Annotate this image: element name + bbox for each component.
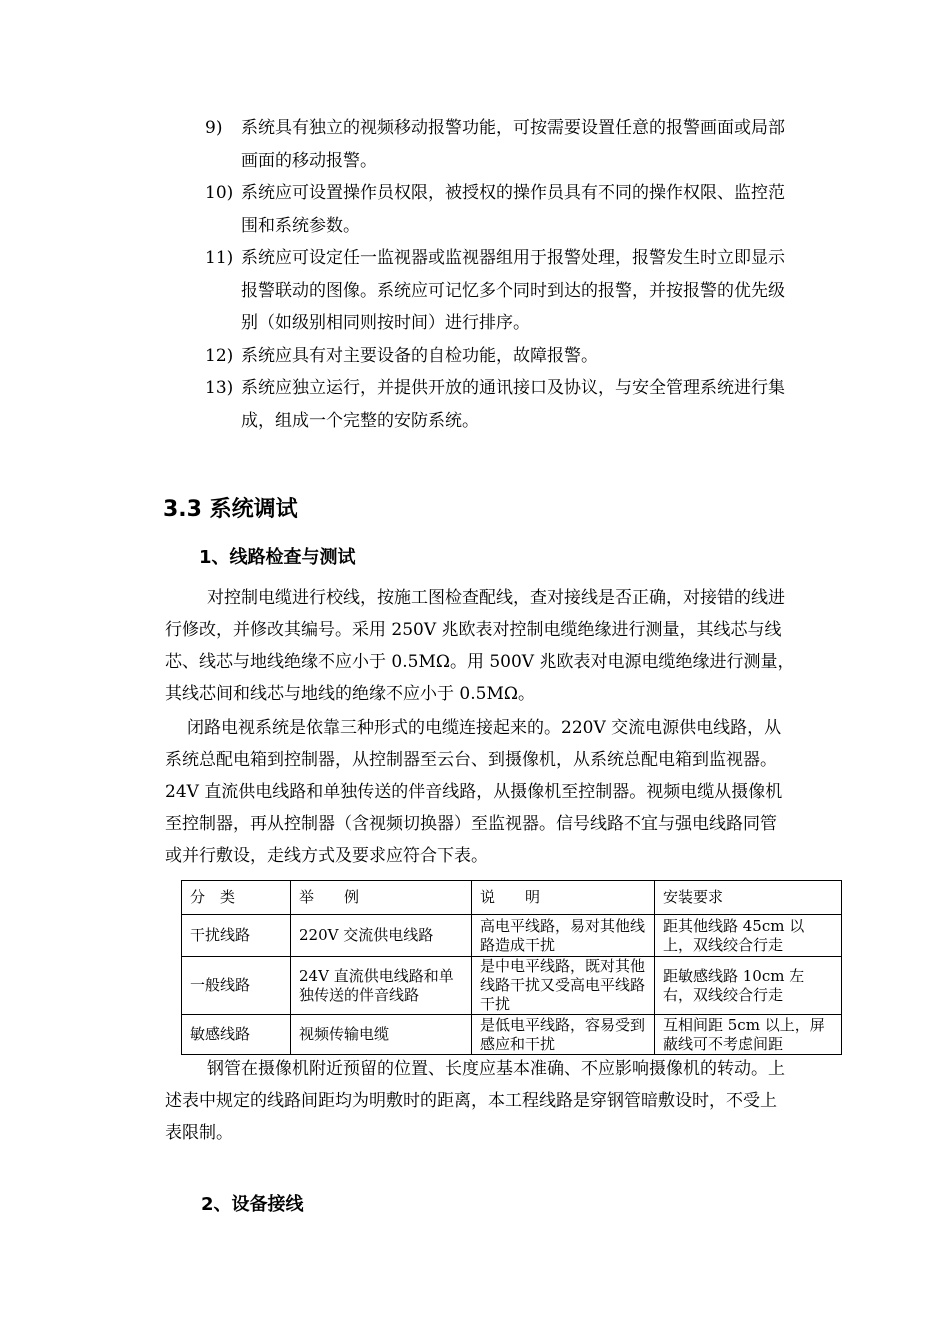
list-item-number: 10) — [205, 183, 234, 203]
table-row — [182, 1015, 842, 1055]
table-header-row — [182, 881, 842, 915]
table-header-cell: 分 类 — [182, 881, 291, 915]
table-cell: 一般线路 — [182, 957, 291, 1015]
paragraph-line: 或并行敷设，走线方式及要求应符合下表。 — [165, 846, 488, 866]
paragraph-line: 系统总配电箱到控制器，从控制器至云台、到摄像机，从系统总配电箱到监视器。 — [165, 750, 777, 770]
paragraph-line: 闭路电视系统是依靠三种形式的电缆连接起来的。220V 交流电源供电线路，从 — [187, 718, 782, 738]
section-title: 3.3 系统调试 — [163, 497, 298, 522]
table-cell: 24V 直流供电线路和单独传送的伴音线路 — [291, 957, 472, 1015]
paragraph-line: 对控制电缆进行校线，按施工图检查配线，查对接线是否正确，对接错的线进 — [207, 588, 785, 608]
paragraph-line: 芯、线芯与地线绝缘不应小于 0.5MΩ。用 500V 兆欧表对电源电缆绝缘进行测量， — [165, 652, 795, 672]
table-cell: 干扰线路 — [182, 915, 291, 957]
list-item-text: 系统应可设置操作员权限，被授权的操作员具有不同的操作权限、监控范 — [241, 183, 785, 203]
list-item — [205, 372, 865, 437]
paragraph-conduit — [165, 1053, 880, 1149]
wiring-requirements-table — [181, 880, 842, 1055]
list-item-text: 别（如级别相同则按时间）进行排序。 — [241, 313, 530, 333]
list-item-number: 11) — [205, 248, 234, 268]
table-cell: 距其他线路 45cm 以上，双线绞合行走 — [655, 915, 842, 957]
table-header-cell: 安装要求 — [655, 881, 842, 915]
paragraph-line: 行修改，并修改其编号。采用 250V 兆欧表对控制电缆绝缘进行测量，其线芯与线 — [165, 620, 782, 640]
list-item — [205, 177, 865, 242]
table-cell: 是低电平线路，容易受到感应和干扰 — [472, 1015, 655, 1055]
list-item — [205, 340, 865, 373]
table-cell: 是中电平线路，既对其他线路干扰又受高电平线路干扰 — [472, 957, 655, 1015]
paragraph-line: 24V 直流供电线路和单独传送的伴音线路，从摄像机至控制器。视频电缆从摄像机 — [165, 782, 783, 802]
list-item-text: 围和系统参数。 — [241, 215, 360, 236]
paragraph-line: 至控制器，再从控制器（含视频切换器）至监视器。信号线路不宜与强电线路同管 — [165, 814, 777, 834]
paragraph-line: 述表中规定的线路间距均为明敷时的距离，本工程线路是穿钢管暗敷设时，不受上 — [165, 1091, 777, 1111]
list-item-text: 系统应可设定任一监视器或监视器组用于报警处理，报警发生时立即显示 — [241, 248, 785, 268]
list-item — [205, 242, 865, 340]
subsection-title-line-check: 1、线路检查与测试 — [199, 547, 356, 568]
table-cell: 互相间距 5cm 以上，屏蔽线可不考虑间距 — [655, 1015, 842, 1055]
list-item-text: 系统应具有对主要设备的自检功能，故障报警。 — [241, 345, 598, 366]
table-cell: 视频传输电缆 — [291, 1015, 472, 1055]
requirements-list — [205, 112, 865, 437]
list-item — [205, 112, 865, 177]
table-cell: 高电平线路，易对其他线路造成干扰 — [472, 915, 655, 957]
subsection-title-device-wiring: 2、设备接线 — [201, 1194, 304, 1215]
paragraph-line: 其线芯间和线芯与地线的绝缘不应小于 0.5MΩ。 — [165, 684, 535, 704]
list-item-text: 系统应独立运行，并提供开放的通讯接口及协议，与安全管理系统进行集 — [241, 378, 785, 398]
paragraph-cctv-wiring — [165, 712, 880, 872]
list-item-text: 系统具有独立的视频移动报警功能，可按需要设置任意的报警画面或局部 — [241, 118, 785, 138]
table-row — [182, 957, 842, 1015]
list-item-number: 9) — [205, 118, 223, 138]
list-item-text: 画面的移动报警。 — [241, 150, 377, 171]
table-header-cell: 举 例 — [291, 881, 472, 915]
table-cell: 距敏感线路 10cm 左右，双线绞合行走 — [655, 957, 842, 1015]
list-item-text: 报警联动的图像。系统应可记忆多个同时到达的报警，并按报警的优先级 — [241, 280, 785, 301]
paragraph-line: 钢管在摄像机附近预留的位置、长度应基本准确、不应影响摄像机的转动。上 — [207, 1059, 785, 1079]
table-cell: 敏感线路 — [182, 1015, 291, 1055]
table-cell: 220V 交流供电线路 — [291, 915, 472, 957]
list-item-number: 13) — [205, 378, 234, 398]
paragraph-line-check — [165, 582, 880, 710]
list-item-text: 成，组成一个完整的安防系统。 — [241, 410, 479, 431]
list-item-number: 12) — [205, 345, 234, 366]
table-row — [182, 915, 842, 957]
table-header-cell: 说 明 — [472, 881, 655, 915]
paragraph-line: 表限制。 — [165, 1123, 233, 1143]
